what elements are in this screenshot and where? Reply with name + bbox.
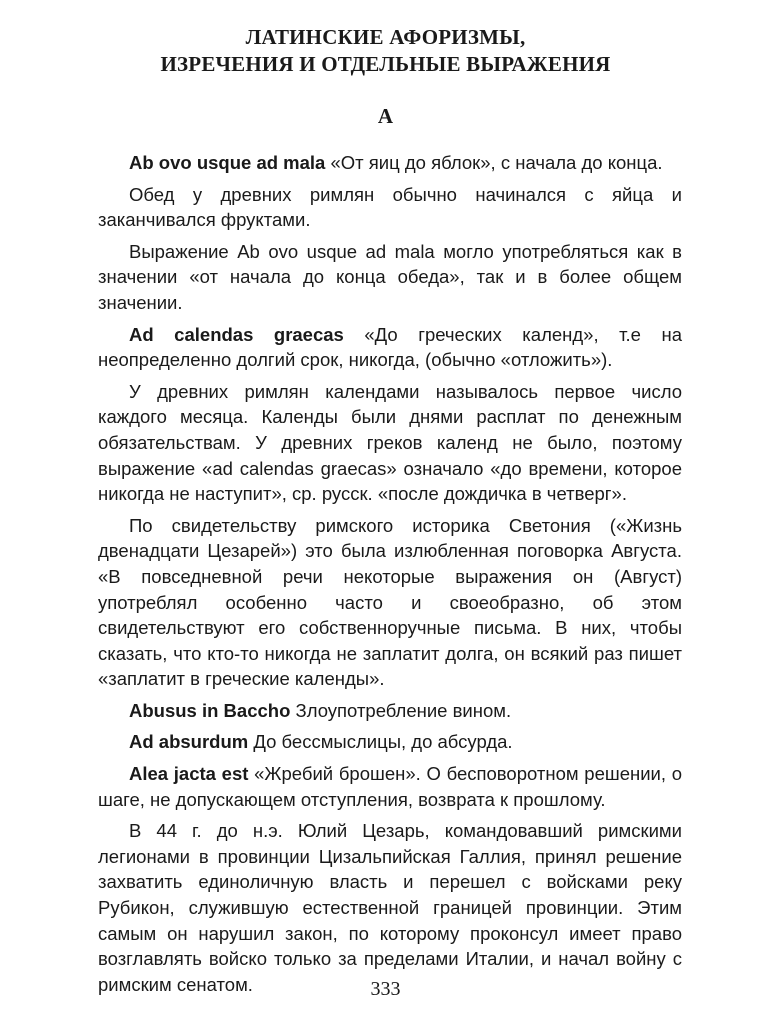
- paragraph-text: «От яиц до яблок», с начала до конца.: [325, 152, 663, 173]
- latin-term: Abusus in Baccho: [129, 699, 291, 721]
- paragraph-text: У древних римлян календами называлось первое число каждого месяца. Календы были днями расплат по денежным обязательствам. У древних греков календ не было, поэтому выражение «ad calendas graecas» означало «до времени, которое никогда не наступит», ср. русск. «после дождичка в четверг».: [98, 380, 682, 505]
- heading-line-2: ИЗРЕЧЕНИЯ И ОТДЕЛЬНЫЕ ВЫРАЖЕНИЯ: [160, 52, 611, 76]
- latin-term: Ad absurdum: [129, 731, 249, 753]
- paragraph: [98, 698, 682, 724]
- paragraph: [98, 729, 682, 755]
- chapter-heading: [0, 24, 771, 78]
- body-text: [98, 150, 682, 997]
- page-number: 333: [370, 978, 401, 1000]
- paragraph-text: В 44 г. до н.э. Юлий Цезарь, командовавший римскими легионами в провинции Цизальпийская Галлия, принял решение захватить единоличную власть и перешел с войсками реку Рубикон, служившую естественной границей провинции. Этим самым он нарушил закон, по которому проконсул имеет право возглавлять войско только за пределами Италии, и начал войну с римским сенатом.: [98, 820, 682, 995]
- paragraph-text: Выражение Ab ovo usque ad mala могло употребляться как в значении «от начала до конца обеда», так и в более общем значении.: [98, 240, 682, 313]
- paragraph-text: До бессмыслицы, до абсурда.: [248, 731, 513, 753]
- paragraph: [98, 239, 682, 316]
- section-letter: А: [377, 104, 394, 128]
- latin-term: Alea jacta est: [129, 763, 249, 785]
- paragraph-text: «До греческих календ», т.е на неопределенно долгий срок, никогда, (обычно «отложить»).: [98, 323, 683, 371]
- paragraph-text: «Жребий брошен». О бесповоротном решении, о шаге, не допускающем отступления, возврата к прошлому.: [98, 763, 683, 810]
- paragraph: [98, 818, 682, 997]
- paragraph: [98, 761, 682, 812]
- paragraph: [98, 322, 682, 373]
- paragraph: [98, 513, 682, 692]
- latin-term: Ad calendas graecas: [129, 323, 344, 345]
- paragraph: [98, 182, 682, 233]
- latin-term: Ab ovo usque ad mala: [129, 152, 326, 173]
- paragraph-text: По свидетельству римского историка Светония («Жизнь двенадцати Цезарей») это была излюбленная поговорка Августа. «В повседневной речи некоторые выражения он (Август) употреблял особенно часто и своеобразно, об этом свидетельствуют его собственноручные письма. В них, чтобы сказать, что кто-то никогда не заплатит долга, он всякий раз пишет «заплатит в греческие календы».: [98, 514, 682, 690]
- heading-line-1: ЛАТИНСКИЕ АФОРИЗМЫ,: [245, 25, 526, 49]
- paragraph-text: Злоупотребление вином.: [290, 699, 512, 721]
- paragraph: [98, 150, 682, 176]
- paragraph: [98, 379, 682, 507]
- paragraph-text: Обед у древних римлян обычно начинался с яйца и заканчивался фруктами.: [98, 183, 682, 231]
